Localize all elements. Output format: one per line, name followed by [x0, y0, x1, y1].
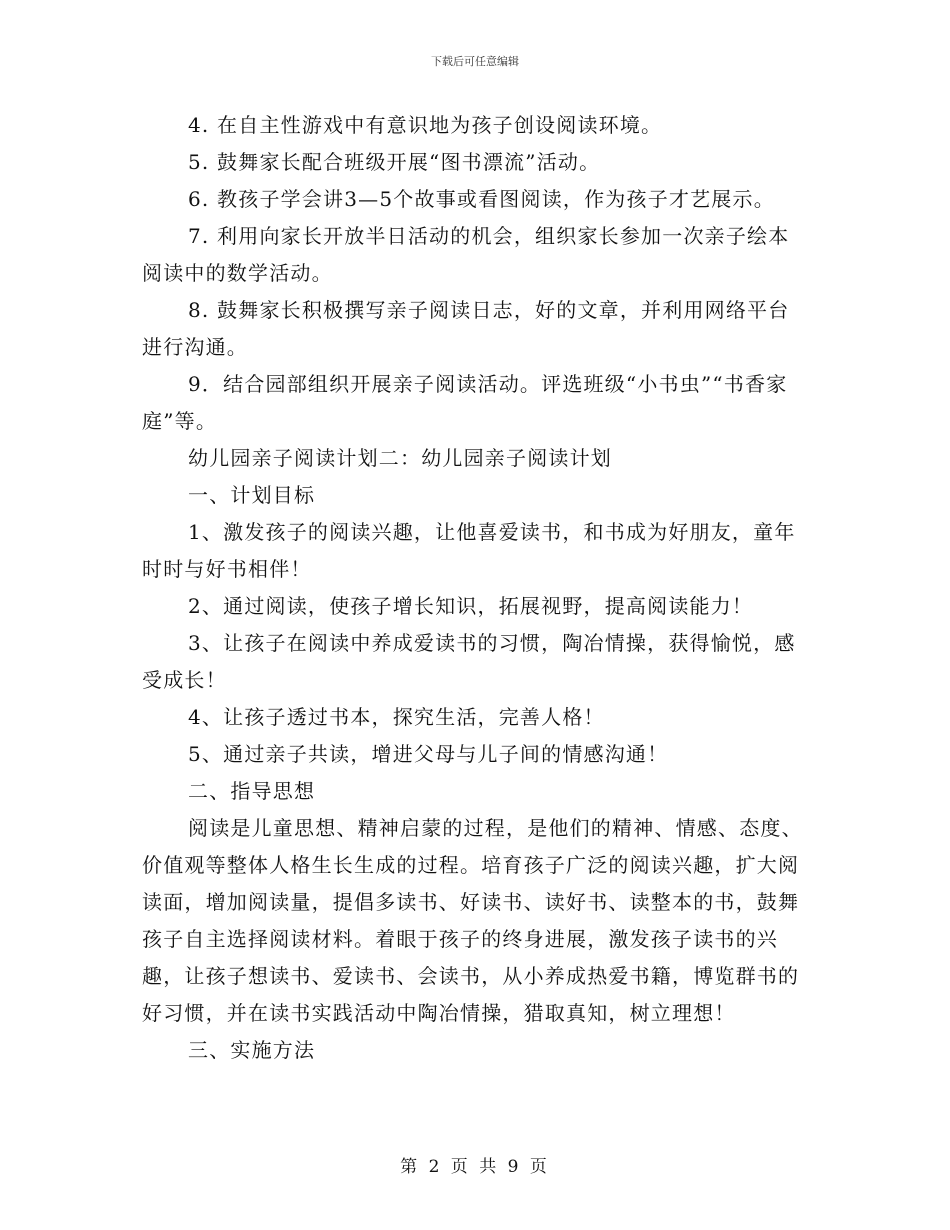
section-title: 幼儿园亲子阅读计划二：幼儿园亲子阅读计划 — [188, 446, 612, 470]
paragraph-item-9: 9．结合园部组织开展亲子阅读活动。评选班级“小书虫”“书香家庭”等。 — [142, 372, 788, 433]
goal-item-2: 2、通过阅读，使孩子增长知识，拓展视野，提高阅读能力！ — [188, 594, 754, 618]
paragraph-item-8: 8. 鼓舞家长积极撰写亲子阅读日志，好的文章，并利用网络平台进行沟通。 — [142, 298, 790, 359]
goal-item-3: 3、让孩子在阅读中养成爱读书的习惯，陶冶情操，获得愉悦，感受成长！ — [142, 631, 796, 692]
guiding-thought-paragraph: 阅读是儿童思想、精神启蒙的过程，是他们的精神、情感、态度、价值观等整体人格生长生成的过程。培育孩子广泛的阅读兴趣，扩大阅读面，增加阅读量，提倡多读书、好读书、读好书、读整本的书，鼓舞孩子自主选择阅读材料。着眼于孩子的终身进展，激发孩子读书的兴趣，让孩子想读书、爱读书、会读书，从小养成热爱书籍，博览群书的好习惯，并在读书实践活动中陶冶情操，猎取真知，树立理想！ — [142, 816, 803, 1025]
paragraph-item-6: 6. 教孩子学会讲3—5个故事或看图阅读，作为孩子才艺展示。 — [188, 187, 775, 211]
paragraph-item-5: 5. 鼓舞家长配合班级开展“图书漂流”活动。 — [188, 150, 601, 174]
goal-item-4: 4、让孩子透过书本，探究生活，完善人格！ — [188, 705, 605, 729]
document-body — [142, 107, 810, 1069]
heading-plan-goals: 一、计划目标 — [188, 483, 316, 507]
paragraph-item-7: 7. 利用向家长开放半日活动的机会，组织家长参加一次亲子绘本阅读中的数学活动。 — [142, 224, 790, 285]
header-note: 下载后可任意编辑 — [431, 55, 519, 68]
goal-item-1: 1、激发孩子的阅读兴趣，让他喜爱读书，和书成为好朋友，童年时时与好书相伴！ — [142, 520, 796, 581]
paragraph-item-4: 4. 在自主性游戏中有意识地为孩子创设阅读环境。 — [188, 113, 663, 137]
heading-implementation-methods: 三、实施方法 — [188, 1038, 316, 1062]
heading-guiding-thought: 二、指导思想 — [188, 779, 316, 803]
goal-item-5: 5、通过亲子共读，增进父母与儿子间的情感沟通！ — [188, 742, 669, 766]
page-number: 第 2 页 共 9 页 — [400, 1157, 550, 1177]
